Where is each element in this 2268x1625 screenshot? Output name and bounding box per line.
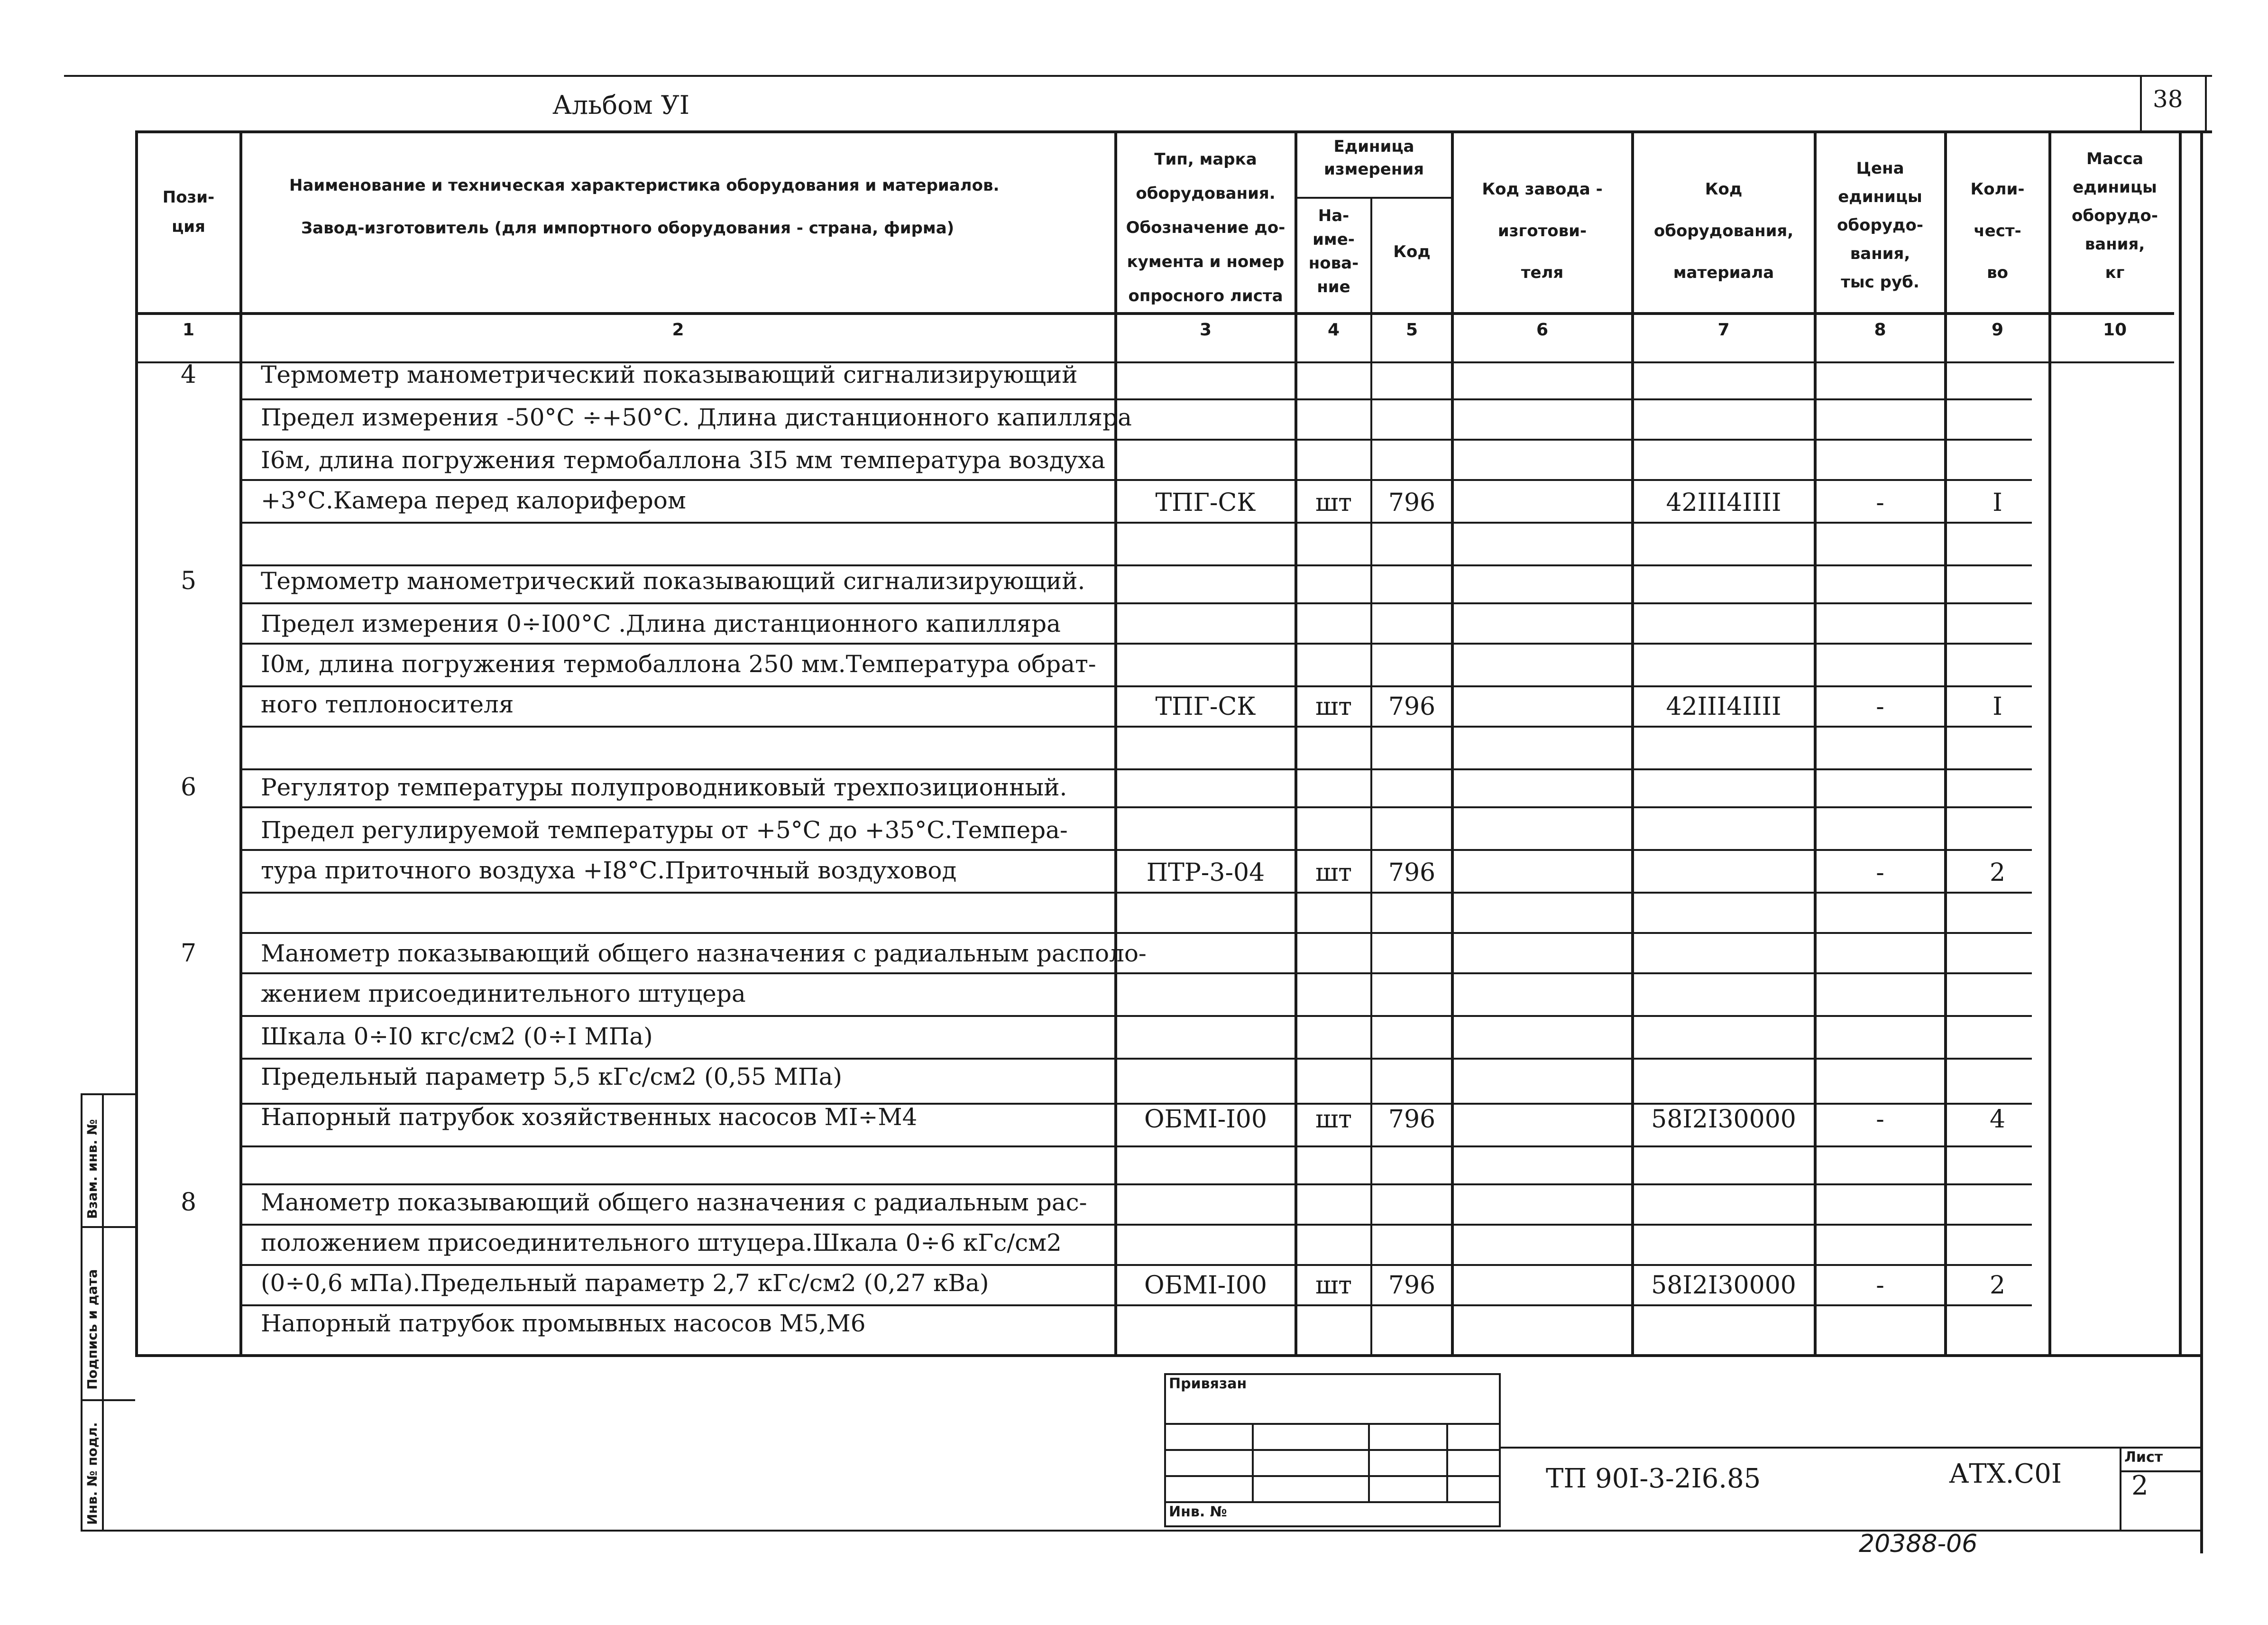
stamp-doc-top (1501, 1447, 2203, 1449)
row-description: Напорный патрубок промывных насосов М5,М6 (261, 1310, 866, 1337)
row-rule (239, 602, 2032, 604)
units-split (1295, 197, 1451, 199)
row-unit: шт (1315, 1105, 1352, 1134)
row-rule (239, 726, 2032, 728)
row-price: - (1876, 1271, 1884, 1300)
row-description: тура приточного воздуха +І8°С.Приточный воздуховод (261, 857, 957, 884)
header-units: Единица измерения (1324, 137, 1424, 179)
col-line-6 (1631, 130, 1634, 1354)
row-type: ТПГ-СК (1155, 692, 1256, 721)
row-qty: І (1993, 489, 2002, 517)
row-description: Напорный патрубок хозяйственных насосов МІ÷М4 (261, 1103, 918, 1131)
row-rule (239, 1183, 2032, 1185)
stamp-sheet-label: Лист (2124, 1449, 2163, 1466)
row-description: Предел измерения 0÷І00°С .Длина дистанционного капилляра (261, 610, 1061, 637)
header-type: Тип, марка оборудования. Обозначение до- кумента и номер опросного листа (1126, 150, 1286, 305)
table-bottom (135, 1354, 2203, 1357)
row-position: 4 (180, 360, 197, 389)
stamp-line-a (1164, 1423, 1501, 1425)
row-rule (239, 1264, 2032, 1266)
row-description: +3°С.Камера перед калорифером (261, 487, 686, 514)
row-position: 5 (180, 567, 197, 595)
row-equip-code: 42ІІІ4ІІІІ (1666, 692, 1781, 721)
row-rule (239, 768, 2032, 770)
row-rule (239, 479, 2032, 481)
row-description: Манометр показывающий общего назначения с радиальным рас- (261, 1189, 1087, 1216)
row-type: ТПГ-СК (1155, 489, 1256, 517)
row-rule (239, 685, 2032, 687)
row-rule (239, 806, 2032, 808)
row-price: - (1876, 692, 1884, 721)
row-qty: 2 (1989, 859, 2006, 887)
row-description: Шкала 0÷І0 кгс/см2 (0÷І МПа) (261, 1023, 653, 1050)
row-description: Термометр манометрический показывающий сигнализирующий (261, 361, 1078, 388)
row-description: І6м, длина погружения термобаллона 3І5 мм температура воздуха (261, 446, 1106, 474)
row-rule (239, 1058, 2032, 1060)
corner-box-right (2205, 75, 2207, 133)
row-qty: 4 (1989, 1105, 2006, 1134)
header-position: Пози- ция (162, 188, 215, 236)
header-equip-code: Код оборудования, материала (1653, 180, 1794, 282)
row-type: ОБМІ-І00 (1144, 1105, 1267, 1134)
row-qty: 2 (1989, 1271, 2006, 1300)
row-code: 796 (1388, 692, 1436, 721)
row-unit: шт (1315, 1271, 1352, 1300)
row-rule (239, 1304, 2032, 1306)
frame-right (2200, 130, 2203, 1553)
colnum-2: 2 (672, 320, 684, 340)
header-mass: Масса единицы оборудо- вания, кг (2072, 149, 2158, 282)
row-rule (239, 398, 2032, 400)
side-label-podpis: Подпись и дата (84, 1269, 100, 1390)
row-description: положением присоединительного штуцера.Шкала 0÷6 кГс/см2 (261, 1229, 1062, 1256)
row-position: 7 (180, 939, 197, 968)
row-position: 6 (180, 773, 197, 802)
row-description: Предел регулируемой температуры от +5°С до +35°С.Темпера- (261, 816, 1068, 844)
colnum-5: 5 (1405, 320, 1418, 340)
col-line-4 (1370, 197, 1372, 1354)
stamp-line-d (1164, 1501, 1501, 1503)
row-position: 8 (180, 1188, 197, 1217)
row-unit: шт (1315, 859, 1352, 887)
stamp-vline-b (1368, 1423, 1370, 1501)
header-name-line1: Наименование и техническая характеристика оборудования и материалов. (289, 176, 1000, 195)
side-stamp-top (81, 1093, 135, 1095)
col-line-1 (239, 130, 242, 1354)
col-line-10 (2179, 130, 2182, 1354)
stamp-line-b (1164, 1449, 1501, 1451)
header-price: Цена единицы оборудо- вания, тыс руб. (1837, 159, 1923, 292)
colnum-7: 7 (1717, 320, 1730, 340)
row-unit: шт (1315, 489, 1352, 517)
stamp-mark: АТХ.С0І (1949, 1459, 2062, 1489)
side-stamp-div1 (81, 1226, 135, 1228)
row-description: жением присоединительного штуцера (261, 980, 746, 1007)
colnum-3: 3 (1199, 320, 1212, 340)
colnum-8: 8 (1874, 320, 1886, 340)
row-description: Термометр манометрический показывающий сигнализирующий. (261, 567, 1085, 595)
col-line-3 (1295, 130, 1297, 1354)
row-rule (239, 972, 2032, 974)
colnum-9: 9 (1991, 320, 2004, 340)
row-type: ОБМІ-І00 (1144, 1271, 1267, 1300)
row-rule (239, 892, 2032, 894)
row-rule (239, 522, 2032, 524)
row-description: Манометр показывающий общего назначения с радиальным располо- (261, 940, 1147, 967)
stamp-line-c (1164, 1475, 1501, 1477)
archive-number: 20388-06 (1859, 1530, 1978, 1558)
col-line-9 (2048, 130, 2051, 1354)
row-rule (239, 439, 2032, 441)
row-equip-code: 58І2І30000 (1651, 1271, 1796, 1300)
header-qty: Коли- чест- во (1970, 180, 2025, 282)
row-type: ПТР-3-04 (1146, 859, 1265, 887)
corner-box-left (2140, 75, 2142, 133)
row-rule (239, 1145, 2032, 1147)
side-stamp-mid (102, 1093, 104, 1530)
colnum-6: 6 (1536, 320, 1549, 340)
row-rule (239, 1015, 2032, 1017)
header-factory-code: Код завода - изготови- теля (1482, 180, 1603, 282)
col-line-0 (135, 130, 138, 1354)
header-unit-name: На- име- нова- ние (1308, 206, 1359, 296)
header-unit-code: Код (1393, 242, 1431, 261)
row-description: Предельный параметр 5,5 кГс/см2 (0,55 МПа) (261, 1063, 842, 1090)
row-description: Предел измерения -50°С ÷+50°С. Длина дистанционного капилляра (261, 404, 1132, 431)
row-price: - (1876, 489, 1884, 517)
colnum-4: 4 (1327, 320, 1340, 340)
row-description: Регулятор температуры полупроводниковый трехпозиционный. (261, 774, 1067, 801)
row-rule (239, 1224, 2032, 1226)
side-label-vzam: Взам. инв. № (84, 1119, 100, 1219)
row-price: - (1876, 1105, 1884, 1134)
colnum-1: 1 (182, 320, 195, 340)
row-rule (239, 564, 2032, 566)
row-qty: І (1993, 692, 2002, 721)
stamp-sheet-number: 2 (2131, 1470, 2149, 1501)
row-description: (0÷0,6 мПа).Предельный параметр 2,7 кГс/см2 (0,27 кВа) (261, 1269, 989, 1297)
sheet-corner-number: 38 (2153, 85, 2183, 113)
row-rule (239, 849, 2032, 851)
stamp-privyazan-label: Привязан (1169, 1376, 1247, 1392)
row-equip-code: 58І2І30000 (1651, 1105, 1796, 1134)
colnum-10: 10 (2103, 320, 2127, 340)
stamp-vline-a (1252, 1423, 1254, 1501)
row-unit: шт (1315, 692, 1352, 721)
row-code: 796 (1388, 859, 1436, 887)
row-code: 796 (1388, 489, 1436, 517)
top-border (64, 75, 2212, 77)
side-stamp-left (81, 1093, 83, 1530)
row-description: І0м, длина погружения термобаллона 250 мм.Температура обрат- (261, 650, 1096, 678)
row-code: 796 (1388, 1105, 1436, 1134)
table-top (135, 130, 2212, 133)
row-price: - (1876, 859, 1884, 887)
col-line-5 (1451, 130, 1454, 1354)
stamp-doc-code: ТП 90І-3-2І6.85 (1546, 1463, 1761, 1494)
row-rule (239, 932, 2032, 934)
album-title: Альбом УІ (552, 90, 690, 120)
stamp-vline-c (1446, 1423, 1448, 1501)
header-name-line2: Завод-изготовитель (для импортного оборудования - страна, фирма) (301, 219, 955, 238)
row-code: 796 (1388, 1271, 1436, 1300)
row-description: ного теплоносителя (261, 691, 514, 718)
row-rule (239, 643, 2032, 645)
stamp-inv-label: Инв. № (1169, 1504, 1227, 1520)
col-line-7 (1814, 130, 1817, 1354)
side-label-inv: Инв. № подл. (84, 1422, 100, 1525)
col-line-2 (1114, 130, 1117, 1354)
side-stamp-div2 (81, 1399, 135, 1401)
row-equip-code: 42ІІІ4ІІІІ (1666, 489, 1781, 517)
stamp-sheet-left (2120, 1447, 2121, 1530)
col-line-8 (1944, 130, 1947, 1354)
